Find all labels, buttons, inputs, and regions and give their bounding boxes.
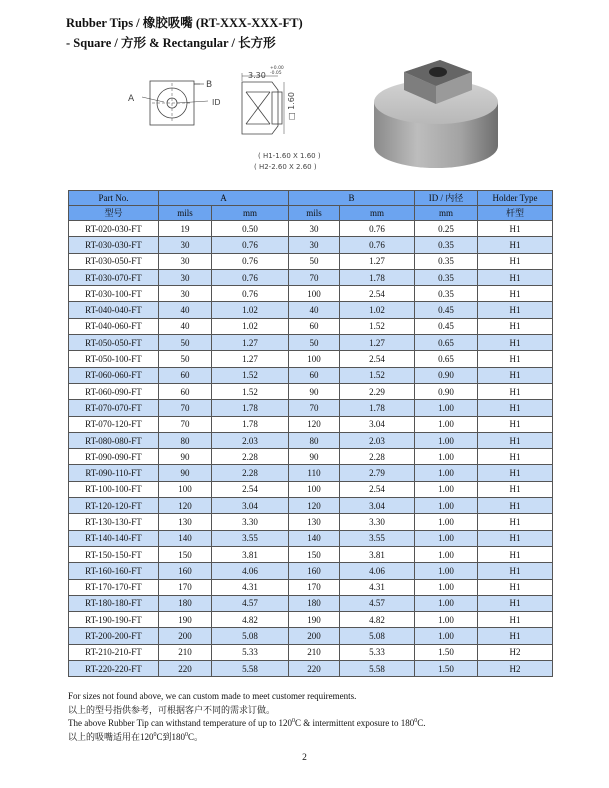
cell-holder-type: H1 — [478, 367, 553, 383]
cell-a-mils: 130 — [159, 514, 212, 530]
cell-a-mils: 90 — [159, 449, 212, 465]
cell-holder-type: H1 — [478, 237, 553, 253]
cell-a-mm: 1.78 — [212, 400, 289, 416]
label-b: B — [206, 80, 213, 90]
cell-part-no: RT-040-040-FT — [69, 302, 159, 318]
cell-b-mm: 5.58 — [340, 661, 415, 677]
cell-b-mm: 2.54 — [340, 351, 415, 367]
cell-holder-type: H2 — [478, 644, 553, 660]
cell-holder-type: H1 — [478, 432, 553, 448]
cell-a-mils: 40 — [159, 318, 212, 334]
cell-a-mils: 160 — [159, 563, 212, 579]
title-line-1: Rubber Tips / 橡胶吸嘴 (RT-XXX-XXX-FT) — [66, 16, 303, 30]
cell-id-mm: 0.90 — [415, 367, 478, 383]
cell-id-mm: 1.00 — [415, 481, 478, 497]
cell-part-no: RT-220-220-FT — [69, 661, 159, 677]
cell-part-no: RT-210-210-FT — [69, 644, 159, 660]
cell-id-mm: 1.50 — [415, 661, 478, 677]
cell-a-mm: 1.02 — [212, 302, 289, 318]
cell-holder-type: H1 — [478, 595, 553, 611]
cell-a-mils: 30 — [159, 269, 212, 285]
cell-part-no: RT-180-180-FT — [69, 595, 159, 611]
cell-a-mm: 1.52 — [212, 367, 289, 383]
note-h2: ( H2-2.60 X 2.60 ) — [254, 163, 317, 171]
cell-a-mm: 2.03 — [212, 432, 289, 448]
table-row — [69, 367, 553, 383]
cell-a-mm: 1.02 — [212, 318, 289, 334]
header-a-mils: mils — [159, 206, 212, 221]
table-row — [69, 335, 553, 351]
cell-a-mm: 4.82 — [212, 612, 289, 628]
title-line-2: - Square / 方形 & Rectangular / 长方形 — [66, 36, 276, 50]
table-row — [69, 302, 553, 318]
cell-id-mm: 1.00 — [415, 612, 478, 628]
table-row — [69, 661, 553, 677]
cell-a-mils: 180 — [159, 595, 212, 611]
side-view-outline — [242, 82, 278, 134]
cell-holder-type: H1 — [478, 416, 553, 432]
cell-a-mm: 5.58 — [212, 661, 289, 677]
cell-b-mm: 0.76 — [340, 237, 415, 253]
cell-b-mils: 30 — [289, 221, 340, 237]
header-part-no-cn: 型号 — [69, 206, 159, 221]
cell-a-mils: 30 — [159, 253, 212, 269]
cell-a-mils: 30 — [159, 286, 212, 302]
table-row — [69, 318, 553, 334]
cell-b-mils: 80 — [289, 432, 340, 448]
cell-part-no: RT-090-090-FT — [69, 449, 159, 465]
note-h1: ( H1-1.60 X 1.60 ) — [258, 152, 321, 160]
cell-id-mm: 0.35 — [415, 269, 478, 285]
cell-a-mils: 170 — [159, 579, 212, 595]
dim-width: 3.30 — [248, 71, 266, 80]
note-temperature-en: The above Rubber Tip can withstand temperature of up to $120^0C$ & intermittent exposure to $180^0C$. — [68, 718, 426, 728]
cell-a-mm: 3.04 — [212, 498, 289, 514]
cell-b-mils: 130 — [289, 514, 340, 530]
cell-b-mm: 2.28 — [340, 449, 415, 465]
header-row-1 — [69, 191, 553, 206]
cell-id-mm: 0.35 — [415, 237, 478, 253]
cell-holder-type: H1 — [478, 302, 553, 318]
cell-b-mm: 1.52 — [340, 318, 415, 334]
cell-id-mm: 1.00 — [415, 595, 478, 611]
cell-id-mm: 0.25 — [415, 221, 478, 237]
cell-b-mm: 5.08 — [340, 628, 415, 644]
cell-a-mm: 5.33 — [212, 644, 289, 660]
cell-b-mm: 4.06 — [340, 563, 415, 579]
cell-a-mm: 0.76 — [212, 286, 289, 302]
cell-b-mm: 1.78 — [340, 269, 415, 285]
cell-a-mm: 2.28 — [212, 449, 289, 465]
cell-a-mm: 0.76 — [212, 269, 289, 285]
header-holder-type: Holder Type — [478, 191, 553, 206]
cell-b-mils: 70 — [289, 400, 340, 416]
cell-b-mm: 3.30 — [340, 514, 415, 530]
cell-a-mm: 0.76 — [212, 253, 289, 269]
table-row — [69, 514, 553, 530]
note-temperature-cn: 以上的吸嘴适用在$120^0C$到$180^0C$。 — [68, 731, 204, 742]
cell-a-mils: 210 — [159, 644, 212, 660]
cell-part-no: RT-070-070-FT — [69, 400, 159, 416]
cell-holder-type: H1 — [478, 383, 553, 399]
header-a: A — [159, 191, 289, 206]
cell-a-mm: 3.30 — [212, 514, 289, 530]
cell-b-mm: 1.02 — [340, 302, 415, 318]
cell-a-mm: 4.06 — [212, 563, 289, 579]
cell-id-mm: 1.00 — [415, 416, 478, 432]
cell-a-mm: 4.31 — [212, 579, 289, 595]
cell-id-mm: 1.00 — [415, 563, 478, 579]
cell-a-mils: 70 — [159, 400, 212, 416]
cell-id-mm: 1.00 — [415, 514, 478, 530]
cell-b-mils: 50 — [289, 335, 340, 351]
cell-id-mm: 1.00 — [415, 546, 478, 562]
cell-part-no: RT-040-060-FT — [69, 318, 159, 334]
cell-part-no: RT-030-100-FT — [69, 286, 159, 302]
cell-b-mils: 90 — [289, 449, 340, 465]
table-row — [69, 546, 553, 562]
cell-b-mm: 2.03 — [340, 432, 415, 448]
cell-part-no: RT-170-170-FT — [69, 579, 159, 595]
cell-b-mm: 2.29 — [340, 383, 415, 399]
table-row — [69, 465, 553, 481]
cell-part-no: RT-080-080-FT — [69, 432, 159, 448]
cell-b-mm: 1.52 — [340, 367, 415, 383]
cell-a-mils: 60 — [159, 383, 212, 399]
cell-a-mils: 200 — [159, 628, 212, 644]
cell-id-mm: 0.45 — [415, 318, 478, 334]
table-row — [69, 595, 553, 611]
rubber-tip-3d-render — [360, 50, 510, 180]
cell-b-mils: 220 — [289, 661, 340, 677]
table-row — [69, 449, 553, 465]
table-row — [69, 530, 553, 546]
cell-a-mm: 1.27 — [212, 335, 289, 351]
cell-holder-type: H1 — [478, 269, 553, 285]
cell-a-mils: 50 — [159, 335, 212, 351]
cell-id-mm: 0.90 — [415, 383, 478, 399]
cell-id-mm: 0.35 — [415, 286, 478, 302]
cell-a-mm: 1.78 — [212, 416, 289, 432]
cell-b-mm: 4.82 — [340, 612, 415, 628]
cell-b-mm: 1.27 — [340, 335, 415, 351]
cell-a-mils: 120 — [159, 498, 212, 514]
cell-id-mm: 1.00 — [415, 432, 478, 448]
cell-a-mils: 150 — [159, 546, 212, 562]
cell-part-no: RT-120-120-FT — [69, 498, 159, 514]
cell-b-mils: 180 — [289, 595, 340, 611]
cell-a-mm: 5.08 — [212, 628, 289, 644]
cell-a-mm: 4.57 — [212, 595, 289, 611]
cell-holder-type: H1 — [478, 481, 553, 497]
cell-a-mm: 1.27 — [212, 351, 289, 367]
cell-b-mils: 70 — [289, 269, 340, 285]
header-b-mm: mm — [340, 206, 415, 221]
cell-part-no: RT-100-100-FT — [69, 481, 159, 497]
table-row — [69, 221, 553, 237]
cell-part-no: RT-050-100-FT — [69, 351, 159, 367]
cell-b-mils: 100 — [289, 481, 340, 497]
cell-holder-type: H1 — [478, 221, 553, 237]
header-id: ID / 内径 — [415, 191, 478, 206]
cell-holder-type: H1 — [478, 546, 553, 562]
cell-b-mm: 3.04 — [340, 416, 415, 432]
cell-id-mm: 1.00 — [415, 579, 478, 595]
cell-a-mm: 3.55 — [212, 530, 289, 546]
header-b: B — [289, 191, 415, 206]
label-id: ID — [212, 98, 221, 107]
tolerance-minus: -0.05 — [270, 71, 282, 76]
dim-height: □ 1.60 — [287, 92, 296, 120]
cell-part-no: RT-020-030-FT — [69, 221, 159, 237]
table-row — [69, 237, 553, 253]
cell-part-no: RT-190-190-FT — [69, 612, 159, 628]
cell-a-mils: 140 — [159, 530, 212, 546]
cell-b-mils: 110 — [289, 465, 340, 481]
cell-id-mm: 0.35 — [415, 253, 478, 269]
page-number: 2 — [302, 753, 307, 763]
cell-b-mils: 100 — [289, 351, 340, 367]
cell-b-mm: 3.81 — [340, 546, 415, 562]
cell-b-mils: 90 — [289, 383, 340, 399]
cell-a-mils: 80 — [159, 432, 212, 448]
cell-a-mm: 0.50 — [212, 221, 289, 237]
cell-b-mm: 4.57 — [340, 595, 415, 611]
table-row — [69, 269, 553, 285]
cell-a-mm: 2.54 — [212, 481, 289, 497]
header-a-mm: mm — [212, 206, 289, 221]
tolerance-plus: +0.00 — [270, 66, 284, 71]
header-part-no: Part No. — [69, 191, 159, 206]
technical-drawing — [120, 62, 340, 177]
table-row — [69, 416, 553, 432]
cell-part-no: RT-060-090-FT — [69, 383, 159, 399]
table-row — [69, 612, 553, 628]
table-row — [69, 563, 553, 579]
cell-part-no: RT-200-200-FT — [69, 628, 159, 644]
cell-b-mils: 210 — [289, 644, 340, 660]
note-custom-en: For sizes not found above, we can custom made to meet customer requirements. — [68, 691, 357, 701]
cell-holder-type: H1 — [478, 530, 553, 546]
table-row — [69, 286, 553, 302]
cell-a-mm: 2.28 — [212, 465, 289, 481]
cell-part-no: RT-160-160-FT — [69, 563, 159, 579]
cell-a-mils: 220 — [159, 661, 212, 677]
cell-holder-type: H1 — [478, 514, 553, 530]
notes — [68, 690, 568, 744]
cell-b-mils: 30 — [289, 237, 340, 253]
cell-holder-type: H1 — [478, 286, 553, 302]
cell-holder-type: H1 — [478, 400, 553, 416]
cell-b-mm: 5.33 — [340, 644, 415, 660]
cell-b-mm: 0.76 — [340, 221, 415, 237]
cell-part-no: RT-140-140-FT — [69, 530, 159, 546]
cell-b-mils: 190 — [289, 612, 340, 628]
table-row — [69, 253, 553, 269]
cell-part-no: RT-030-070-FT — [69, 269, 159, 285]
cell-id-mm: 1.00 — [415, 449, 478, 465]
cell-holder-type: H1 — [478, 579, 553, 595]
cell-a-mm: 3.81 — [212, 546, 289, 562]
header-holder-type-cn: 杆型 — [478, 206, 553, 221]
cell-b-mm: 2.79 — [340, 465, 415, 481]
cell-id-mm: 1.00 — [415, 465, 478, 481]
cell-holder-type: H1 — [478, 318, 553, 334]
label-a: A — [128, 94, 135, 104]
cell-id-mm: 0.45 — [415, 302, 478, 318]
cell-holder-type: H1 — [478, 465, 553, 481]
cell-a-mils: 70 — [159, 416, 212, 432]
cell-id-mm: 0.65 — [415, 335, 478, 351]
table-row — [69, 498, 553, 514]
cell-a-mils: 30 — [159, 237, 212, 253]
cell-holder-type: H1 — [478, 498, 553, 514]
cell-b-mils: 40 — [289, 302, 340, 318]
cell-holder-type: H2 — [478, 661, 553, 677]
cell-a-mils: 60 — [159, 367, 212, 383]
cell-holder-type: H1 — [478, 253, 553, 269]
cell-b-mils: 160 — [289, 563, 340, 579]
specification-table — [68, 190, 553, 677]
cell-holder-type: H1 — [478, 351, 553, 367]
header-row-2 — [69, 206, 553, 221]
cell-b-mils: 170 — [289, 579, 340, 595]
cell-part-no: RT-130-130-FT — [69, 514, 159, 530]
cell-part-no: RT-030-030-FT — [69, 237, 159, 253]
table-row — [69, 383, 553, 399]
cell-part-no: RT-030-050-FT — [69, 253, 159, 269]
cell-id-mm: 1.00 — [415, 498, 478, 514]
cell-a-mils: 100 — [159, 481, 212, 497]
cell-a-mils: 50 — [159, 351, 212, 367]
table-row — [69, 644, 553, 660]
cell-a-mils: 190 — [159, 612, 212, 628]
cell-b-mils: 120 — [289, 498, 340, 514]
cell-part-no: RT-090-110-FT — [69, 465, 159, 481]
cell-holder-type: H1 — [478, 563, 553, 579]
cell-id-mm: 1.00 — [415, 400, 478, 416]
cell-a-mm: 0.76 — [212, 237, 289, 253]
cell-b-mm: 3.04 — [340, 498, 415, 514]
cell-id-mm: 1.00 — [415, 530, 478, 546]
cell-id-mm: 0.65 — [415, 351, 478, 367]
cell-holder-type: H1 — [478, 628, 553, 644]
cell-part-no: RT-150-150-FT — [69, 546, 159, 562]
cell-id-mm: 1.00 — [415, 628, 478, 644]
cell-id-mm: 1.50 — [415, 644, 478, 660]
cell-b-mm: 1.78 — [340, 400, 415, 416]
header-id-mm: mm — [415, 206, 478, 221]
table-row — [69, 351, 553, 367]
cell-a-mils: 40 — [159, 302, 212, 318]
cell-a-mils: 19 — [159, 221, 212, 237]
cell-a-mils: 90 — [159, 465, 212, 481]
cell-b-mm: 1.27 — [340, 253, 415, 269]
note-custom-cn: 以上的型号指供参考，可根据客户不同的需求订做。 — [68, 704, 276, 715]
cell-b-mils: 140 — [289, 530, 340, 546]
cell-b-mm: 3.55 — [340, 530, 415, 546]
cell-b-mils: 200 — [289, 628, 340, 644]
cell-b-mm: 2.54 — [340, 481, 415, 497]
cell-b-mils: 100 — [289, 286, 340, 302]
table-row — [69, 481, 553, 497]
table-row — [69, 628, 553, 644]
cell-b-mils: 50 — [289, 253, 340, 269]
cell-holder-type: H1 — [478, 449, 553, 465]
cell-b-mils: 120 — [289, 416, 340, 432]
cell-b-mils: 60 — [289, 318, 340, 334]
cell-b-mils: 60 — [289, 367, 340, 383]
cell-holder-type: H1 — [478, 335, 553, 351]
table-row — [69, 579, 553, 595]
header-b-mils: mils — [289, 206, 340, 221]
table-row — [69, 400, 553, 416]
cell-holder-type: H1 — [478, 612, 553, 628]
cell-b-mm: 2.54 — [340, 286, 415, 302]
cell-a-mm: 1.52 — [212, 383, 289, 399]
cell-part-no: RT-050-050-FT — [69, 335, 159, 351]
cell-part-no: RT-060-060-FT — [69, 367, 159, 383]
table-row — [69, 432, 553, 448]
side-view-tab — [272, 92, 282, 124]
cell-b-mm: 4.31 — [340, 579, 415, 595]
cell-part-no: RT-070-120-FT — [69, 416, 159, 432]
cell-b-mils: 150 — [289, 546, 340, 562]
